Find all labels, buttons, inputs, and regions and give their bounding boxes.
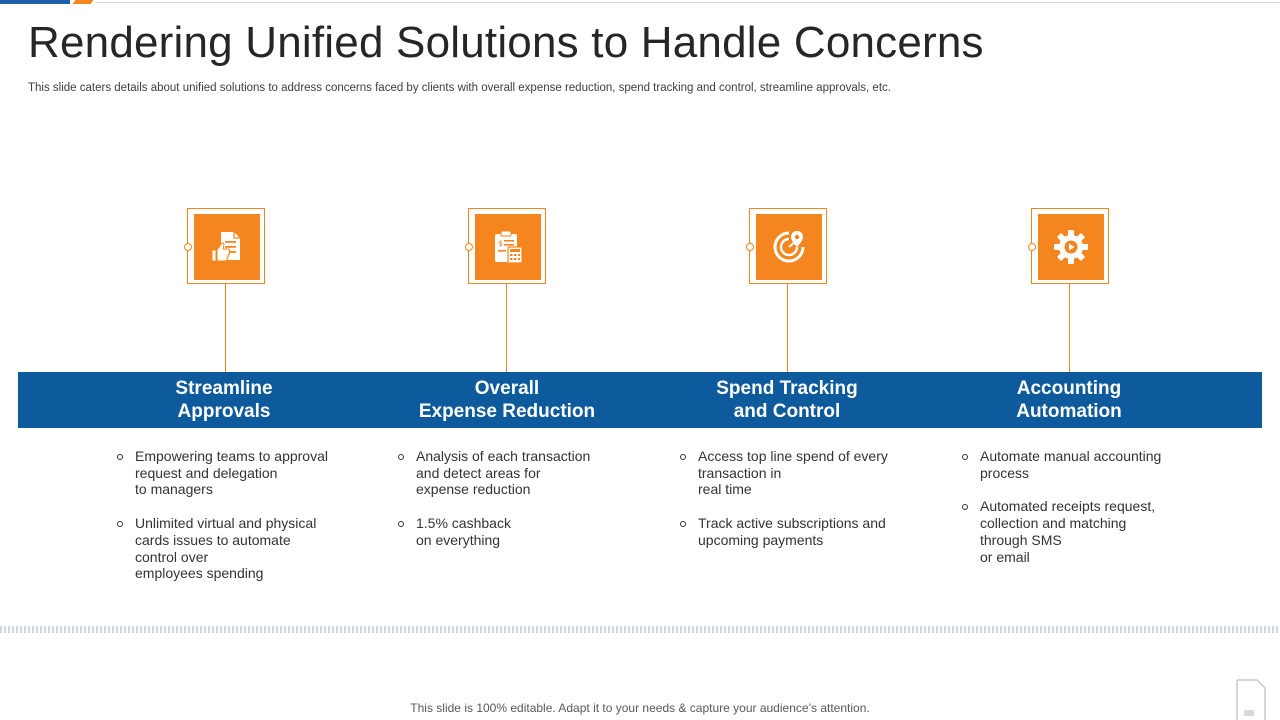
icon-frame-tracking bbox=[749, 208, 827, 284]
approval-document-thumbs-up-icon bbox=[207, 227, 247, 267]
bullet-list-streamline bbox=[117, 448, 332, 599]
icon-tile bbox=[756, 214, 822, 280]
footer-note: This slide is 100% editable. Adapt it to your needs & capture your audience’s attention. bbox=[410, 701, 870, 715]
icon-tile bbox=[194, 214, 260, 280]
bullet-list-automation bbox=[962, 448, 1167, 582]
icon-tile bbox=[475, 214, 541, 280]
list-item: Automate manual accounting process bbox=[962, 448, 1167, 481]
list-item: Automated receipts request, collection and matching through SMS or email bbox=[962, 498, 1167, 565]
bullet-list-expense bbox=[398, 448, 598, 566]
heading-spend-tracking-control: Spend Tracking and Control bbox=[716, 378, 858, 422]
list-item: 1.5% cashback on everything bbox=[398, 515, 598, 548]
connector-line bbox=[787, 284, 788, 372]
top-accent-blue bbox=[0, 0, 70, 4]
list-item: Analysis of each transaction and detect areas for expense reduction bbox=[398, 448, 598, 498]
frame-dot bbox=[184, 243, 192, 251]
top-accent-bar bbox=[0, 0, 1280, 5]
slide-subtitle: This slide caters details about unified solutions to address concerns faced by clients with overall expense reduction, spend tracking and control, streamline approvals, etc. bbox=[28, 82, 891, 94]
connector-line bbox=[1069, 284, 1070, 372]
icon-frame-automation bbox=[1031, 208, 1109, 284]
svg-text:$: $ bbox=[498, 239, 504, 248]
footer-divider bbox=[0, 626, 1280, 633]
list-item: Empowering teams to approval request and delegation to managers bbox=[117, 448, 332, 498]
icon-frame-streamline bbox=[187, 208, 265, 284]
heading-overall-expense-reduction: Overall Expense Reduction bbox=[418, 378, 596, 422]
connector-line bbox=[225, 284, 226, 372]
slide-title: Rendering Unified Solutions to Handle Concerns bbox=[28, 18, 984, 67]
top-accent-orange bbox=[73, 0, 94, 4]
list-item: Access top line spend of every transaction in real time bbox=[680, 448, 892, 498]
page-corner-icon bbox=[1234, 676, 1268, 720]
icon-tile bbox=[1038, 214, 1104, 280]
expense-calculator-clipboard-icon bbox=[488, 227, 528, 267]
list-item: Track active subscriptions and upcoming payments bbox=[680, 515, 892, 548]
icon-frame-expense bbox=[468, 208, 546, 284]
top-rule bbox=[96, 2, 1280, 3]
heading-streamline-approvals: Streamline Approvals bbox=[175, 378, 273, 422]
frame-dot bbox=[465, 243, 473, 251]
heading-accounting-automation: Accounting Automation bbox=[1016, 378, 1122, 422]
tracking-location-gauge-icon bbox=[769, 227, 809, 267]
frame-dot bbox=[1028, 243, 1036, 251]
bullet-list-tracking bbox=[680, 448, 892, 566]
automation-gear-icon bbox=[1050, 226, 1092, 268]
list-item: Unlimited virtual and physical cards issues to automate control over employees spending bbox=[117, 515, 332, 582]
connector-line bbox=[506, 284, 507, 372]
frame-dot bbox=[746, 243, 754, 251]
